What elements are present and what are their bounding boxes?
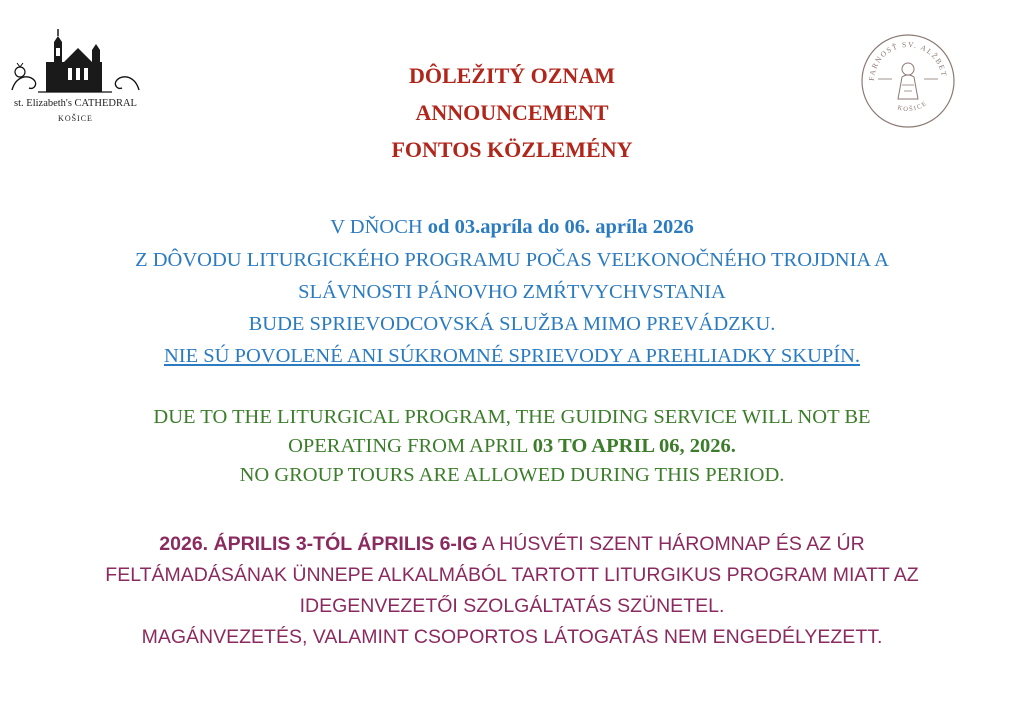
hungarian-line-1-suffix: A HÚSVÉTI SZENT HÁROMNAP ÉS AZ ÚR [477,533,865,555]
seal-text-bottom: KOŠICE [896,99,929,114]
hungarian-line-3: IDEGENVEZETŐI SZOLGÁLTATÁS SZÜNETEL. [299,595,725,617]
slovak-line-1-prefix: V DŇOCH [330,216,428,238]
english-line-2 [0,435,1024,458]
title-hungarian: FONTOS KÖZLEMÉNY [391,137,633,162]
title-english: ANNOUNCEMENT [415,100,609,125]
slovak-line-2: Z DÔVODU LITURGICKÉHO PROGRAMU POČAS VEĽKONOČNÉHO TROJDNIA A [135,249,889,271]
hungarian-line-4: MAGÁNVEZETÉS, VALAMINT CSOPORTOS LÁTOGATÁS NEM ENGEDÉLYEZETT. [141,626,883,648]
cathedral-logo-name: st. Elizabeth's CATHEDRAL [14,98,137,109]
slovak-line-3: SLÁVNOSTI PÁNOVHO ZMŔTVYCHVSTANIA [298,281,726,303]
english-line-3: NO GROUP TOURS ARE ALLOWED DURING THIS PERIOD. [239,464,785,486]
hungarian-line-1 [0,533,1024,556]
cathedral-logo-city: KOŠICE [58,114,93,123]
slovak-dates: od 03.apríla do 06. apríla 2026 [427,216,694,238]
hungarian-line-2: FELTÁMADÁSÁNAK ÜNNEPE ALKALMÁBÓL TARTOTT LITURGIKUS PROGRAM MIATT AZ [105,564,919,586]
slovak-line-5: NIE SÚ POVOLENÉ ANI SÚKROMNÉ SPRIEVODY A PREHLIADKY SKUPÍN. [163,345,861,367]
english-dates: 03 TO APRIL 06, 2026. [532,435,736,457]
english-line-2-prefix: OPERATING FROM APRIL [288,435,533,457]
hungarian-dates: 2026. ÁPRILIS 3-TÓL ÁPRILIS 6-IG [159,533,478,555]
seal-text-top: FARNOSŤ SV. ALŽBET [866,39,949,82]
slovak-line-1 [0,216,1024,239]
slovak-line-4: BUDE SPRIEVODCOVSKÁ SLUŽBA MIMO PREVÁDZKU. [248,313,776,335]
title-slovak: DÔLEŽITÝ OZNAM [409,63,615,88]
english-line-1: DUE TO THE LITURGICAL PROGRAM, THE GUIDING SERVICE WILL NOT BE [153,406,871,428]
